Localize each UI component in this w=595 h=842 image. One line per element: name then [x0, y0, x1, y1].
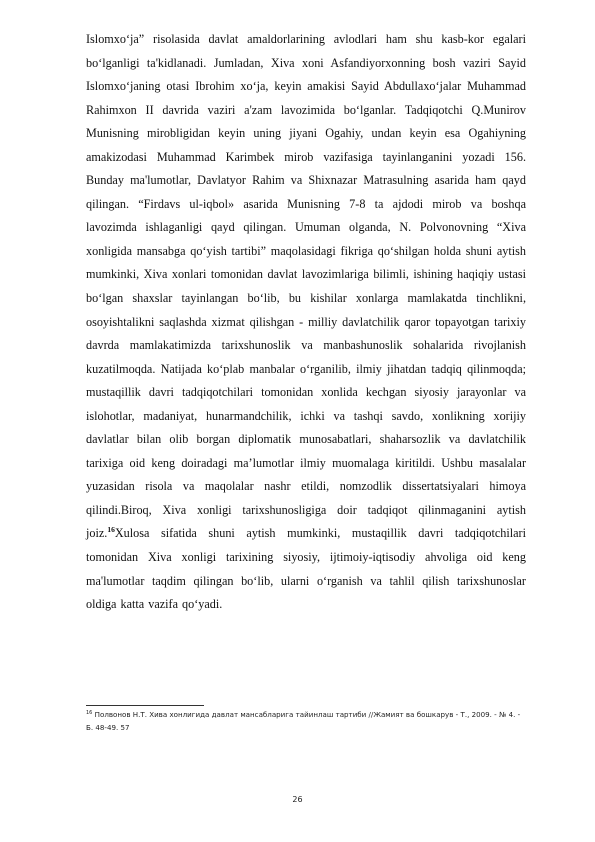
paragraph-main-text: Islomxo‘ja” risolasida davlat amaldorlarining avlodlari ham shu kasb-kor egalari bo‘lganligi ta'kidlanadi. Jumladan, Xiva xoni Asfandiyorxonning bosh vaziri Sayid Islomxo‘janing otasi Ibrohim xo‘ja, keyin amakisi Sayid Abdullaxo‘jalar Muhammad Rahimxon II davrida vaziri a'zam lavozimida bo‘lganlar. Tadqiqotchi Q.Munirov Munisning mirobligidan keyin uning jiyani Ogahiy, undan keyin esa Ogahiyning amakizodasi Muhammad Karimbek mirob vazifasiga tayinlanganini yozadi 156. Bunday ma'lumotlar, Davlatyor Rahim va Shixnazar Matrasulning asarida ham qayd qilingan. “Firdavs ul-iqbol» asarida Munisning 7-8 ta ajdodi mirob va boshqa lavozimda ishlaganligi qayd qilingan. Umuman olganda, N. Polvonovning “Xiva xonligida mansabga qo‘yish tartibi” maqolasidagi fikriga qo‘shilgan holda shuni aytish mumkinki, Xiva xonlari tomonidan davlat lavozimlariga bilimli, ishining haqiqiy ustasi bo‘lgan shaxslar tayinlangan bo‘lib, bu kishilar xonlarga mamlakatda tinchlikni, osoyishtalikni saqlashda xizmat qilishgan - milliy davlatchilik qaror topayotgan tarixiy davrda mamlakatimizda tarixshunoslik va manbashunoslik sohalarida rivojlanish kuzatilmoqda. Natijada ko‘plab manbalar o‘rganilib, ilmiy jihatdan tadqiq qilinmoqda; mustaqillik davri tadqiqotchilari tomonidan xonlida kechgan siyosiy jarayonlar va islohotlar, madaniyat, hunarmandchilik, ichki va tashqi savdo, xonlikning xorijiy davlatlar bilan olib borgan diplomatik munosabatlari, shaharsozlik va davlatchilik tarixiga oid keng doiradagi ma’lumotlar ilmiy muomalaga kiritildi. Ushbu masalalar yuzasidan risola va maqolalar nashr etildi, nomzodlik dissertatsiyalari himoya qilindi.Biroq, Xiva xonligi tarixshunosligiga doir tadqiqot qilinmaganini aytish joiz. — [86, 32, 526, 541]
footnote-reference[interactable]: 16 — [107, 525, 115, 535]
footnote-divider — [86, 705, 204, 706]
paragraph-tail-text: Xulosa sifatida shuni aytish mumkinki, mustaqillik davri tadqiqotchilari tomonidan Xiva xonligi tarixining siyosiy, ijtimoiy-iqtisodiy ahvoliga oid keng ma'lumotlar taqdim qilingan bo‘lib, ularni o‘rganish va tahlil qilish tarixshunoslar oldiga katta vazifa qo‘yadi. — [86, 526, 526, 612]
footnote — [86, 709, 526, 734]
footnote-number: 16 — [86, 710, 93, 716]
footnote-text: Полвонов Н.Т. Хива хонлигида давлат мансабларига тайинлаш тартиби //Жамият ва бошкарув - Т., 2009. - № 4. - Б. 48-49. 57 — [86, 710, 521, 732]
body-paragraph — [86, 28, 526, 617]
page-number: 26 — [292, 795, 303, 804]
